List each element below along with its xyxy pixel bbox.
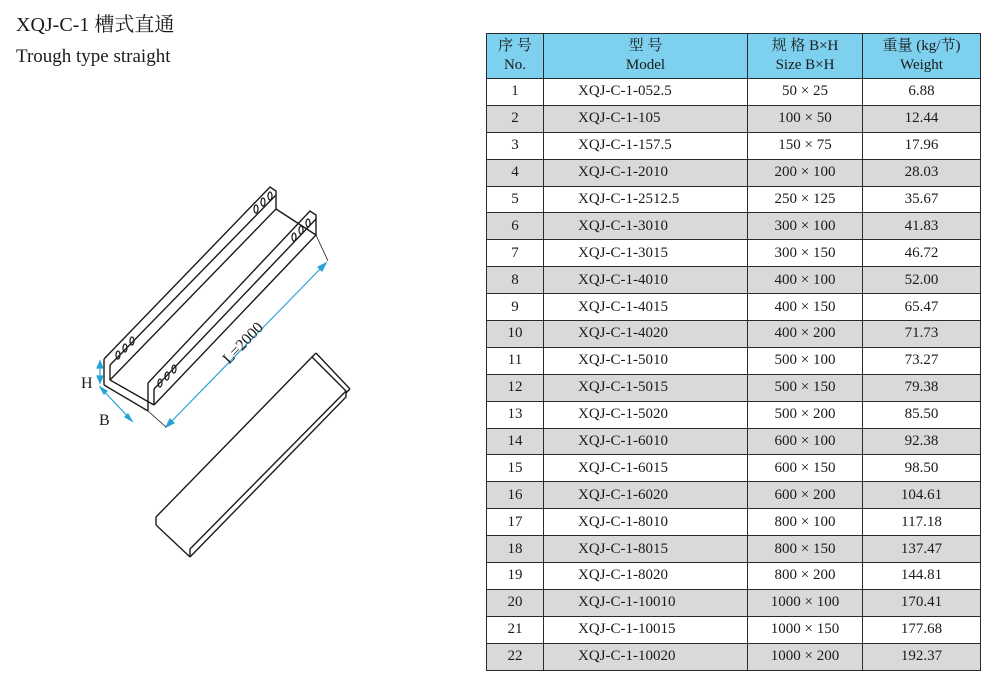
table-row: [487, 401, 981, 428]
row-weight: 137.47: [863, 536, 981, 563]
row-weight: 52.00: [863, 267, 981, 294]
row-model: XQJ-C-1-3010: [544, 213, 748, 240]
row-no: 7: [487, 240, 544, 267]
table-row: [487, 186, 981, 213]
height-dimension-label: H: [81, 375, 93, 392]
row-weight: 85.50: [863, 401, 981, 428]
table-row: [487, 616, 981, 643]
table-row: [487, 132, 981, 159]
row-model: XQJ-C-1-105: [544, 105, 748, 132]
row-model: XQJ-C-1-2512.5: [544, 186, 748, 213]
trough-slots: [116, 192, 310, 387]
row-size: 400 × 150: [748, 294, 863, 321]
row-model: XQJ-C-1-157.5: [544, 132, 748, 159]
row-weight: 35.67: [863, 186, 981, 213]
table-row: [487, 428, 981, 455]
row-weight: 17.96: [863, 132, 981, 159]
row-size: 600 × 150: [748, 455, 863, 482]
row-model: XQJ-C-1-3015: [544, 240, 748, 267]
row-weight: 92.38: [863, 428, 981, 455]
row-model: XQJ-C-1-4020: [544, 321, 748, 348]
trough-body: [104, 187, 316, 411]
row-model: XQJ-C-1-5020: [544, 401, 748, 428]
row-weight: 144.81: [863, 563, 981, 590]
row-weight: 65.47: [863, 294, 981, 321]
row-weight: 98.50: [863, 455, 981, 482]
row-model: XQJ-C-1-6015: [544, 455, 748, 482]
table-row: [487, 159, 981, 186]
row-no: 2: [487, 105, 544, 132]
row-model: XQJ-C-1-10015: [544, 616, 748, 643]
table-row: [487, 267, 981, 294]
row-no: 1: [487, 79, 544, 106]
row-size: 400 × 200: [748, 321, 863, 348]
cable-trough-drawing: [70, 175, 370, 575]
row-weight: 73.27: [863, 347, 981, 374]
row-weight: 170.41: [863, 589, 981, 616]
row-no: 21: [487, 616, 544, 643]
row-size: 100 × 50: [748, 105, 863, 132]
row-no: 3: [487, 132, 544, 159]
row-model: XQJ-C-1-8020: [544, 563, 748, 590]
table-row: [487, 213, 981, 240]
row-weight: 104.61: [863, 482, 981, 509]
header-no: [487, 34, 544, 79]
row-weight: 79.38: [863, 374, 981, 401]
row-no: 13: [487, 401, 544, 428]
row-size: 800 × 100: [748, 509, 863, 536]
header-size-en: Size B×H: [775, 57, 835, 73]
table-row: [487, 482, 981, 509]
row-size: 1000 × 150: [748, 616, 863, 643]
row-size: 1000 × 200: [748, 643, 863, 670]
dimension-extension-lines: [148, 235, 328, 427]
row-size: 1000 × 100: [748, 589, 863, 616]
header-size-cn: 规 格 B×H: [771, 38, 839, 54]
row-size: 300 × 150: [748, 240, 863, 267]
row-size: 500 × 100: [748, 347, 863, 374]
table-row: [487, 240, 981, 267]
row-no: 14: [487, 428, 544, 455]
row-weight: 177.68: [863, 616, 981, 643]
header-weight: [863, 34, 981, 79]
row-model: XQJ-C-1-5015: [544, 374, 748, 401]
row-size: 600 × 200: [748, 482, 863, 509]
header-model: [544, 34, 748, 79]
table-row: [487, 563, 981, 590]
row-model: XQJ-C-1-6020: [544, 482, 748, 509]
trough-illustration: [70, 175, 370, 575]
row-weight: 46.72: [863, 240, 981, 267]
row-no: 4: [487, 159, 544, 186]
spec-table: [486, 33, 981, 671]
page-title-chinese: XQJ-C-1 槽式直通: [16, 14, 175, 36]
row-no: 20: [487, 589, 544, 616]
row-weight: 192.37: [863, 643, 981, 670]
row-no: 22: [487, 643, 544, 670]
row-no: 12: [487, 374, 544, 401]
table-row: [487, 347, 981, 374]
row-model: XQJ-C-1-8010: [544, 509, 748, 536]
row-size: 300 × 100: [748, 213, 863, 240]
row-size: 200 × 100: [748, 159, 863, 186]
row-size: 800 × 200: [748, 563, 863, 590]
table-body: [487, 79, 981, 671]
table-row: [487, 105, 981, 132]
row-size: 400 × 100: [748, 267, 863, 294]
table-row: [487, 536, 981, 563]
row-size: 150 × 75: [748, 132, 863, 159]
table-row: [487, 589, 981, 616]
table-header-row: [487, 34, 981, 79]
row-no: 18: [487, 536, 544, 563]
row-weight: 41.83: [863, 213, 981, 240]
header-model-cn: 型 号: [628, 38, 663, 54]
table-row: [487, 321, 981, 348]
row-size: 800 × 150: [748, 536, 863, 563]
row-model: XQJ-C-1-4015: [544, 294, 748, 321]
row-no: 9: [487, 294, 544, 321]
row-model: XQJ-C-1-2010: [544, 159, 748, 186]
row-model: XQJ-C-1-10010: [544, 589, 748, 616]
page-title-english: Trough type straight: [16, 46, 171, 67]
row-model: XQJ-C-1-4010: [544, 267, 748, 294]
header-weight-cn: 重量 (kg/节): [882, 38, 961, 54]
row-model: XQJ-C-1-6010: [544, 428, 748, 455]
row-no: 8: [487, 267, 544, 294]
table-row: [487, 509, 981, 536]
row-size: 600 × 100: [748, 428, 863, 455]
row-weight: 28.03: [863, 159, 981, 186]
table-row: [487, 455, 981, 482]
trough-cover: [156, 353, 350, 557]
row-weight: 71.73: [863, 321, 981, 348]
row-model: XQJ-C-1-5010: [544, 347, 748, 374]
header-model-en: Model: [625, 57, 666, 73]
table-row: [487, 374, 981, 401]
row-model: XQJ-C-1-8015: [544, 536, 748, 563]
length-dimension-label: L=2000: [219, 319, 268, 368]
row-no: 6: [487, 213, 544, 240]
header-weight-en: Weight: [900, 57, 943, 73]
row-size: 500 × 200: [748, 401, 863, 428]
header-size: [748, 34, 863, 79]
row-no: 5: [487, 186, 544, 213]
row-size: 500 × 150: [748, 374, 863, 401]
row-no: 15: [487, 455, 544, 482]
row-weight: 6.88: [863, 79, 981, 106]
header-no-en: No.: [503, 57, 527, 73]
row-size: 50 × 25: [748, 79, 863, 106]
row-model: XQJ-C-1-10020: [544, 643, 748, 670]
row-no: 10: [487, 321, 544, 348]
table-row: [487, 643, 981, 670]
row-no: 17: [487, 509, 544, 536]
table-row: [487, 294, 981, 321]
row-weight: 12.44: [863, 105, 981, 132]
table-row: [487, 79, 981, 106]
row-size: 250 × 125: [748, 186, 863, 213]
width-dimension-label: B: [99, 412, 110, 429]
row-no: 16: [487, 482, 544, 509]
row-model: XQJ-C-1-052.5: [544, 79, 748, 106]
row-no: 19: [487, 563, 544, 590]
row-no: 11: [487, 347, 544, 374]
row-weight: 117.18: [863, 509, 981, 536]
header-no-cn: 序 号: [498, 38, 532, 54]
